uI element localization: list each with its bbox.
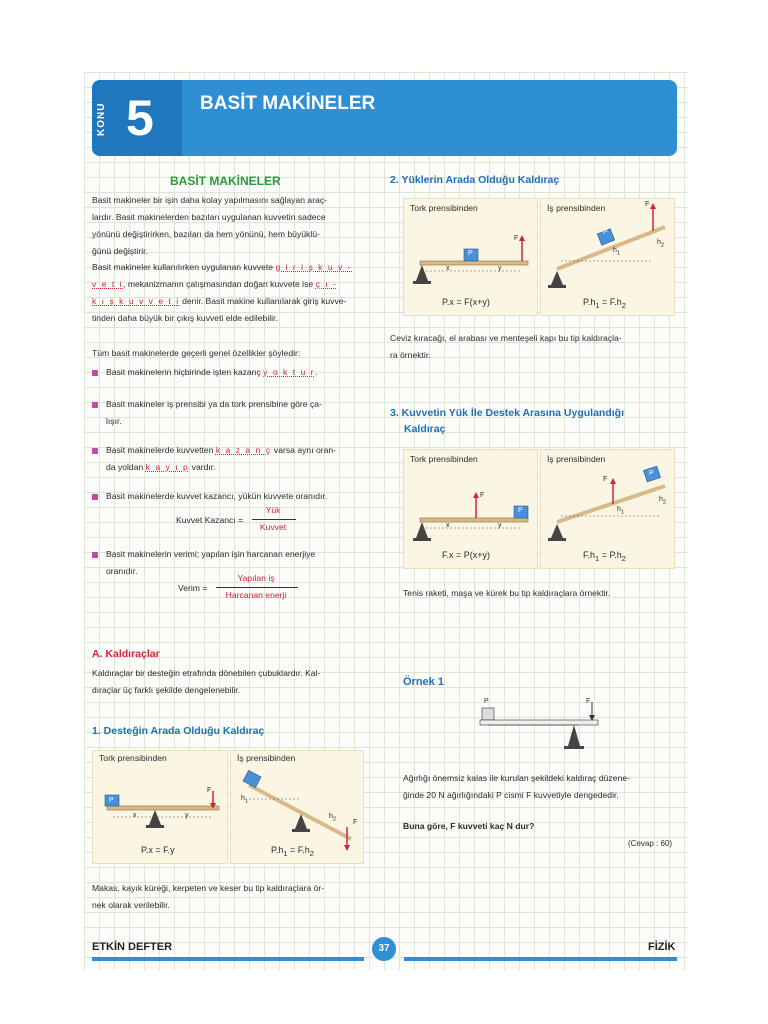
bullet-marker	[92, 494, 98, 500]
intro-paragraph: Basit makineler bir işin daha kolay yapılmasını sağlayan araç- lardır. Basit makinelerden bazıları uygulanan kuvvetin sadece yönünü değiştirirken, bazıları da hem yönünü, hem büyüklü- ğünü değiştirir.	[92, 195, 328, 256]
konu-number: 5	[126, 90, 154, 146]
type3-examples: Tenis raketi, maşa ve kürek bu tip kaldıraçlara örnektir.	[403, 588, 611, 598]
fraction-line	[216, 587, 298, 588]
kazanc-label: Kuvvet Kazancı =	[176, 515, 244, 525]
example-title: Örnek 1	[403, 676, 444, 688]
page-number: 37	[372, 937, 396, 961]
example-lever-figure	[476, 696, 606, 766]
bullet-4: Basit makinelerde kuvvet kazancı, yükün kuvvete oranıdır.	[106, 491, 328, 501]
lever-type-2-title: 2. Yüklerin Arada Olduğu Kaldıraç	[390, 174, 560, 186]
section-title: BASİT MAKİNELER	[170, 174, 281, 188]
diagram-type1-work: İş prensibinden P F $h_1$ $h_2$ $P.h_1 = F.h_2$	[230, 750, 364, 864]
bullet-5: Basit makinelerin verimi; yapılan işin harcanan enerjiye oranıdır.	[106, 549, 316, 576]
example-p-label: P	[484, 698, 489, 705]
bullet-marker	[92, 370, 98, 376]
fraction-line	[252, 519, 296, 520]
chapter-title: BASİT MAKİNELER	[200, 93, 376, 114]
footer-subject: FİZİK	[648, 941, 676, 953]
footer-rule-right	[404, 957, 677, 961]
diagram-type2-work: İş prensibinden P F $h_1$ $h_2$ $P.h_1 = F.h_2$	[540, 198, 675, 316]
bullet-marker	[92, 402, 98, 408]
formula: P.x = F.y	[141, 845, 175, 855]
example-text: Ağırlığı önemsiz kalas ile kurulan şekildeki kaldıraç düzene- ğinde 20 N ağırlığındaki P cismi F kuvvetiyle dengededir.	[403, 773, 630, 800]
diagram-type1-torque: Tork prensibinden P F x y P.x = F.y	[92, 750, 228, 864]
type1-examples: Makas, kayık küreği, kerpeten ve keser bu tip kaldıraçlara ör- nek olarak verilebilir.	[92, 883, 325, 910]
footer-rule-left	[92, 957, 364, 961]
verim-label: Verim =	[178, 583, 208, 593]
formula: P.x = F(x+y)	[442, 297, 490, 307]
footer-book-title: ETKİN DEFTER	[92, 941, 173, 953]
formula: $P.h_1 = F.h_2$	[583, 297, 626, 310]
section-a-text: Kaldıraçlar bir desteğin etrafında dönebilen çubuklardır. Kal- dıraçlar üç farklı şekilde dengelenebilir.	[92, 668, 321, 695]
lever-type-1-title: 1. Desteğin Arada Olduğu Kaldıraç	[92, 725, 265, 737]
bullet-3: Basit makinelerde kuvvetten k a z a n ç varsa aynı oran- da yoldan k a y ı p vardır.	[106, 445, 337, 472]
blank-giris: g i r i ş k u v -	[275, 262, 353, 272]
diagram-type2-torque: Tork prensibinden P F x y P.x = F(x+y)	[403, 198, 538, 316]
formula: $F.h_1 = P.h_2$	[583, 550, 626, 563]
diagram-type3-torque: Tork prensibinden P F x y F.x = P(x+y)	[403, 449, 538, 569]
verim-denominator: Harcanan enerji	[225, 590, 287, 600]
formula: $P.h_1 = F.h_2$	[271, 845, 314, 858]
type2-examples: Ceviz kıracağı, el arabası ve menteşeli kapı bu tip kaldıraçla- ra örnektir.	[390, 333, 622, 360]
example-question: Buna göre, F kuvveti kaç N dur?	[403, 821, 535, 831]
force-paragraph: Basit makineler kullanılırken uygulanan kuvvete g i r i ş k u v - v e t i, mekanizmanın çalışmasından doğan kuvvete ise ç ı - k ı ş k u v v e t i denir. Basit makine kullanılarak giriş kuvve- tinden daha büyük bir çıkış kuvveti elde edilebilir.	[92, 262, 353, 323]
lever-type-3-title: 3. Kuvvetin Yük İle Destek Arasına Uygulandığı	[390, 407, 624, 419]
formula: F.x = P(x+y)	[442, 550, 491, 560]
bullet-1: Basit makinelerin hiçbirinde işten kazanç y o k t u r.	[106, 367, 318, 377]
common-intro: Tüm basit makinelerde geçerli genel özellikler şöyledir:	[92, 348, 301, 358]
bullet-marker	[92, 552, 98, 558]
blank-cikis: k ı ş k u v v e t i	[92, 296, 180, 306]
example-f-label: F	[586, 698, 591, 705]
example-answer: (Cevap : 60)	[628, 839, 673, 848]
kazanc-denominator: Kuvvet	[259, 522, 287, 532]
bullet-marker	[92, 448, 98, 454]
diagram-type3-work: İş prensibinden P F $h_1$ $h_2$ $F.h_1 = P.h_2$	[540, 449, 675, 569]
kazanc-numerator: Yük	[265, 505, 281, 515]
konu-label: KONU	[96, 102, 107, 136]
section-a-title: A. Kaldıraçlar	[92, 648, 160, 660]
bullet-2: Basit makineler iş prensibi ya da tork prensibine göre ça- lışır.	[106, 399, 322, 426]
verim-numerator: Yapılan iş	[237, 573, 275, 583]
lever-type-3-title-line2: Kaldıraç	[404, 423, 446, 435]
